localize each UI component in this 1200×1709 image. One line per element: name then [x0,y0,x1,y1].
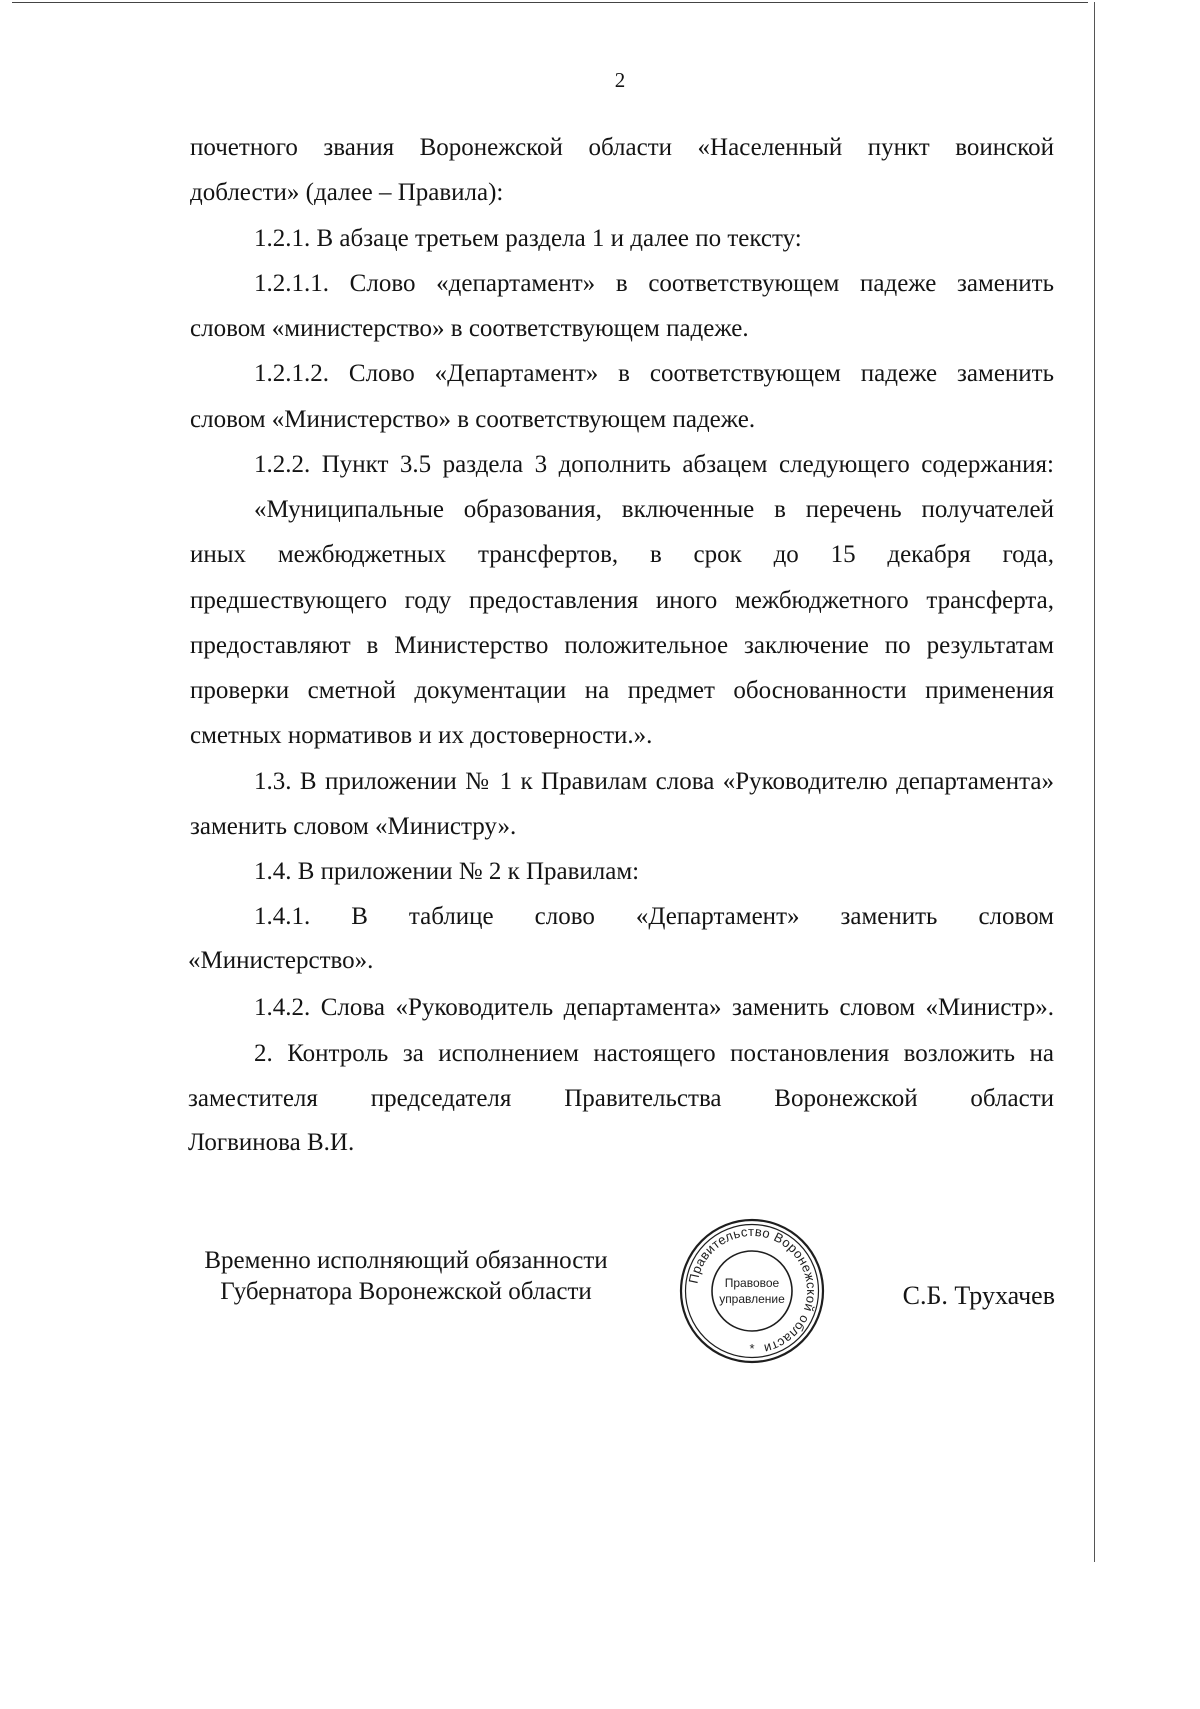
signatory-name: С.Б. Трухачев [902,1281,1055,1310]
text-line: предшествующего году предоставления иного межбюджетного трансферта, [190,587,1054,614]
text-line: 1.3. В приложении № 1 к Правилам слова «Руководителю департамента» [254,768,1054,795]
text-line: 1.2.2. Пункт 3.5 раздела 3 дополнить абзацем следующего содержания: [254,451,1054,478]
text-line: доблести» (далее – Правила): [190,179,504,206]
page-number: 2 [614,68,626,92]
text-line: «Министерство». [188,947,374,974]
text-line: почетного звания Воронежской области «Населенный пункт воинской [190,134,1054,161]
text-line: 1.2.1. В абзаце третьем раздела 1 и далее по тексту: [254,225,802,252]
stamp-ring-text: Правительство Воронежской области [685,1223,820,1357]
text-line: словом «Министерство» в соответствующем падеже. [190,406,756,433]
text-line: заменить словом «Министру». [190,813,517,840]
text-line: 2. Контроль за исполнением настоящего постановления возложить на [254,1040,1054,1067]
text-line: 1.2.1.2. Слово «Департамент» в соответствующем падеже заменить [254,360,1054,387]
text-line: 1.4.2. Слова «Руководитель департамента» заменить словом «Министр». [254,994,1054,1021]
text-line: 1.2.1.1. Слово «департамент» в соответствующем падеже заменить [254,270,1054,297]
text-line: словом «министерство» в соответствующем падеже. [190,315,749,342]
signatory-position-line2: Губернатора Воронежской области [220,1278,592,1305]
text-line: иных межбюджетных трансфертов, в срок до 15 декабря года, [190,541,1054,568]
text-line: проверки сметной документации на предмет обоснованности применения [190,677,1054,704]
stamp-center-line1: Правовое [724,1276,780,1290]
text-line: предоставляют в Министерство положительное заключение по результатам [190,632,1054,659]
text-line: 1.4.1. В таблице слово «Департамент» заменить словом [254,903,1054,930]
text-line: «Муниципальные образования, включенные в перечень получателей [254,496,1054,523]
scan-edge-right [1094,2,1095,1562]
text-line: 1.4. В приложении № 2 к Правилам: [254,858,640,885]
svg-text:Правительство Воронежской обла [685,1224,819,1357]
seal-stamp [678,1217,826,1365]
text-line: сметных нормативов и их достоверности.». [190,722,653,749]
stamp-star: * [749,1341,755,1356]
scan-edge-top [12,2,1088,3]
text-line: Логвинова В.И. [188,1129,355,1156]
text-line: заместителя председателя Правительства Воронежской области [188,1085,1054,1112]
stamp-center-line2: управление [719,1292,785,1306]
signatory-position-line1: Временно исполняющий обязанности [204,1247,608,1274]
